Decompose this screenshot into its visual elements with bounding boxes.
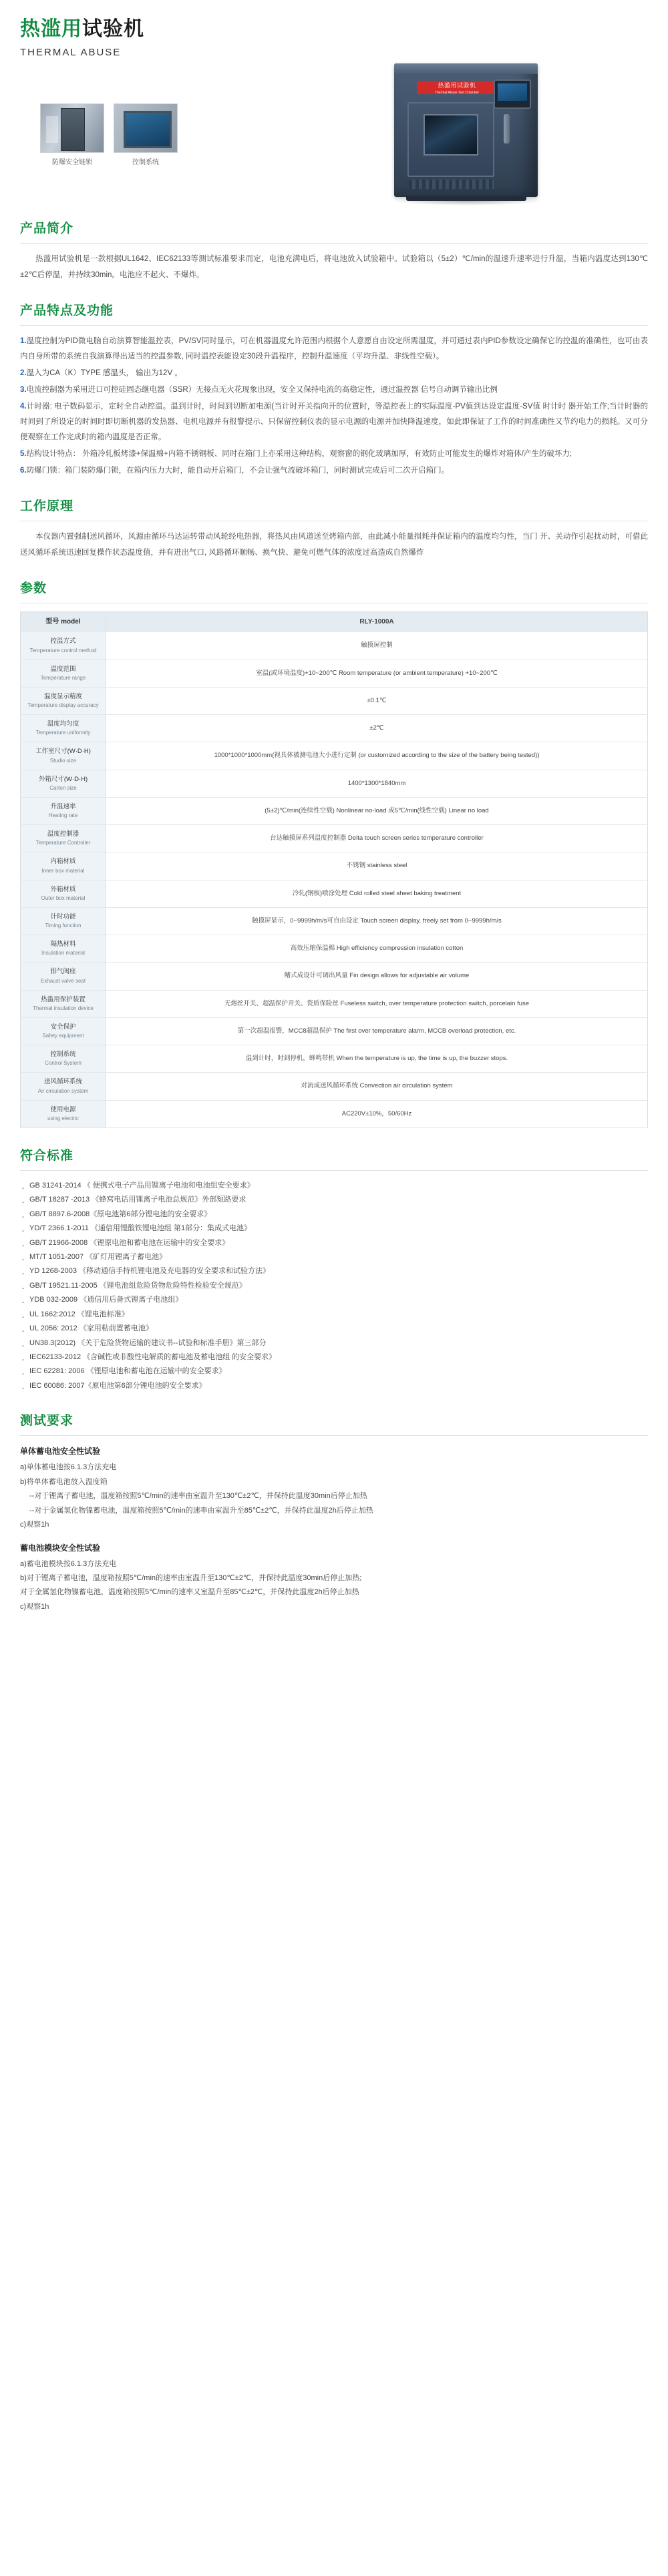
table-cell-key: [21, 1073, 106, 1100]
list-item: · GB/T 18287 -2013 《蜂窝电话用锂离子电池总规范》外部短路要求: [20, 1193, 648, 1207]
feature-text: 电流控制器为采用进口可控硅固态继电器（SSR）无接点无火花现象出现，安全又保持电流的高稳定性，通过温控器 信号自动调节输出比例: [26, 386, 498, 395]
test-line: --对于金属氢化物镍蓄电池，温度箱按照5℃/min的速率由室温升至85℃±2℃，并保持此温度2h后停止加热: [29, 1506, 373, 1515]
spec-key: 外箱尺寸(W·D·H): [38, 775, 88, 783]
table-row: [21, 1017, 648, 1045]
table-cell-key: [21, 742, 106, 770]
feature-text: 结构设计特点： 外箱冷轧板烤漆+保温棉+内箱不锈钢板、同时在箱门上亦采用这种结构，观察窗的钢化玻璃加厚，有效防止可能发生的爆炸对箱体/产生的破坏力;: [26, 450, 572, 459]
control-panel-photo[interactable]: [114, 103, 178, 153]
spec-key-en: Carton size: [49, 784, 77, 791]
table-cell-value: 高效压缩保温棉 High efficiency compression insulation cotton: [106, 935, 648, 963]
chamber-base: [406, 196, 526, 201]
test-block-heading: 单体蓄电池安全性试验: [20, 1447, 101, 1457]
spec-key-en: Thermal insulation device: [33, 1005, 94, 1011]
spec-key-en: Control System: [45, 1060, 81, 1067]
product-photo: [387, 63, 548, 207]
standards-list: [20, 1179, 648, 1394]
feature-text: 温入为CA（K）TYPE 感温头， 输出为12V 。: [26, 369, 182, 378]
test-line: --对于锂离子蓄电池，温度箱按照5℃/min的速率由室温升至130℃±2℃，并保持此温度30min后停止加热: [29, 1492, 367, 1501]
page-title-dark: 试验机: [82, 18, 144, 40]
table-row: [21, 770, 648, 797]
table-cell-key: [21, 770, 106, 797]
table-row: [21, 687, 648, 714]
table-cell-value: 不锈钢 stainless steel: [106, 852, 648, 880]
intro-paragraph: 热滥用试验机是一款根据UL1642、IEC62133等测试标准要求而定，电池充满电后，将电池放入试验箱中。试验箱以（5±2）℃/min的温速升速率进行升温，当箱内温度达到130℃±2℃后停温，并持续30min。电池应不起火、不爆炸。: [20, 255, 648, 279]
page-title-accent: 热滥用: [20, 18, 82, 40]
table-cell-value: ±0.1℃: [106, 687, 648, 714]
specification-table: [20, 611, 648, 1128]
spec-key-en: Air circulation system: [37, 1087, 89, 1094]
feature-number: 1.: [20, 337, 27, 346]
list-item: · GB/T 19521.11-2005 《锂电池组危险货物危险特性检验安全规范》: [20, 1279, 648, 1293]
feature-text: 温度控制为PID微电脑自动演算智能温控表，PV/SV同时显示，可在机器温度允许范围内根据个人意愿自由设定所需温度，并可通过表内PID参数设定确保它的控温的准确性，也可由表内自身所带的系统自我演算得出适当的控温参数, 同时温控表能设定30段升温程序，控制升温速度（平均升温、非线性空载）。: [20, 337, 648, 361]
table-cell-value: 温到计时，时到停机，蜂鸣带机 When the temperature is up, the time is up, the buzzer stops.: [106, 1045, 648, 1073]
spec-key: 使用电源: [50, 1105, 76, 1113]
list-item: [20, 366, 648, 381]
spec-key-en: Heating rate: [48, 812, 78, 818]
table-cell-value: ±2℃: [106, 715, 648, 742]
table-row: [21, 1045, 648, 1073]
divider: [20, 243, 648, 244]
spec-key-en: Safety equipment: [42, 1033, 84, 1039]
feature-number: 3.: [20, 386, 27, 395]
list-item: · IEC62133-2012 《含碱性或非酸性电解质的蓄电池及蓄电池组 的安全要求》: [20, 1350, 648, 1364]
table-cell-value: 1400*1300*1840mm: [106, 770, 648, 797]
spec-key: 控制系统: [50, 1051, 76, 1058]
feature-text: 计时器: 电子数码显示，定时全自动控温。温到计时，时间到切断加电源(当计时开关指向开的位置时，等温控表上的实际温度-PV值到达设定温度-SV值 时计时 器开始工作;当计时器的时间到了所设定的时间时即切断机器的发热器、电机电源并有报警提示、只保留控制仪表的显示电源的电源并加快降温速度，如此即保证了工作的时间准确性又节约电力的损耗。又可分便观察在工作完成时的箱内温度是否正常。: [20, 403, 648, 442]
table-row: [21, 742, 648, 770]
table-cell-key: [21, 1100, 106, 1127]
section-title: 符合标准: [20, 1148, 74, 1163]
spec-key: 计时功能: [50, 913, 76, 921]
table-cell-key: [21, 632, 106, 660]
section-principle: [0, 496, 668, 561]
table-cell-key: [21, 687, 106, 714]
feature-number: 6.: [20, 467, 27, 475]
table-row: [21, 612, 648, 632]
test-line: a)单体蓄电池按6.1.3方法充电: [20, 1463, 117, 1472]
list-item: · YD 1268-2003 《移动通信手持机锂电池及充电器的安全要求和试验方法》: [20, 1264, 648, 1278]
table-row: [21, 935, 648, 963]
section-title: 产品简介: [20, 222, 74, 236]
spec-key-en: Temperature Controller: [35, 840, 91, 846]
section-test-requirements: [0, 1410, 668, 1614]
chamber-body: [394, 63, 538, 197]
vent-grill: [409, 180, 494, 189]
list-item: · GB/T 8897.6-2008《原电池第6部分锂电池的安全要求》: [20, 1208, 648, 1222]
table-cell-key: [21, 990, 106, 1017]
hero-section: [0, 0, 668, 201]
table-row: [21, 1073, 648, 1100]
table-cell-value: 冷轧(钢板)喷涂处理 Cold rolled steel sheet baking treatment: [106, 880, 648, 907]
spec-key: 送风循环系统: [43, 1078, 82, 1086]
section-parameters: [0, 578, 668, 1128]
list-item[interactable]: [114, 103, 178, 166]
spec-key-en: Exhaust valve seat: [40, 977, 86, 984]
table-row: [21, 907, 648, 935]
panel-screen: [498, 83, 527, 101]
list-item: · YDB 032-2009 《通信用后备式锂离子电池组》: [20, 1293, 648, 1307]
table-row: [21, 632, 648, 660]
divider: [20, 325, 648, 326]
test-line: b)将单体蓄电池放入温度箱: [20, 1477, 108, 1486]
section-features: [0, 300, 668, 479]
list-item: · GB 31241-2014 《 便携式电子产品用锂离子电池和电池组安全要求》: [20, 1179, 648, 1193]
thumbnail-list: [40, 103, 178, 166]
test-line: a)蓄电池模块按6.1.3方法充电: [20, 1559, 117, 1568]
list-item: [20, 447, 648, 462]
table-row: [21, 1100, 648, 1127]
table-cell-value: AC220V±10%，50/60Hz: [106, 1100, 648, 1127]
spec-key: 工作室尺寸(W·D·H): [35, 748, 91, 756]
spec-key: 热滥用保护装置: [41, 995, 86, 1003]
chamber-badge-en: Thermal Abuse Test Chamber: [434, 91, 480, 95]
hero-media: [20, 67, 648, 201]
table-cell-key: [21, 963, 106, 990]
list-item: · UL 2056: 2012 《家用粘前置蓄电池》: [20, 1322, 648, 1336]
observation-window: [424, 114, 478, 156]
test-line: 对于金属氢化物镍蓄电池，温度箱按照5℃/min的速率又室温升至85℃±2℃，并保持此温度2h后停止加热: [20, 1588, 359, 1597]
thumbnail-caption: 防爆安全链锁: [52, 159, 92, 166]
list-item: [20, 463, 648, 479]
feature-number: 2.: [20, 369, 27, 378]
table-cell-key: [21, 797, 106, 824]
spec-key: 温度范围: [50, 665, 76, 673]
table-cell-key: [21, 1045, 106, 1073]
spec-key: 温度均匀度: [47, 720, 79, 728]
chamber-badge-cn: 热滥用试验机: [438, 82, 476, 89]
list-item: [20, 399, 648, 445]
page-subtitle: THERMAL ABUSE: [20, 47, 122, 58]
thumbnail-caption: 控制系统: [132, 159, 159, 166]
section-title: 工作原理: [20, 499, 74, 514]
page-title: [20, 17, 648, 41]
table-cell-value: 对流成送风循环系统 Convection air circulation system: [106, 1073, 648, 1100]
door-lock-photo[interactable]: [40, 103, 104, 153]
spec-key-en: Inner box material: [41, 867, 85, 874]
spec-key: 控温方式: [50, 637, 76, 646]
door-handle-icon: [504, 114, 510, 144]
spec-key-en: Temperature control method: [29, 647, 97, 654]
table-cell-key: [21, 825, 106, 852]
chamber-door: [407, 102, 494, 177]
table-cell-key: [21, 880, 106, 907]
list-item: · GB/T 21966-2008 《锂原电池和蓄电池在运输中的安全要求》: [20, 1236, 648, 1250]
table-cell-value: 1000*1000*1000mm(视具体被测电池大小进行定制 (or customized according to the size of the battery being tested)): [106, 742, 648, 770]
table-cell-key: [21, 660, 106, 687]
table-row: [21, 990, 648, 1017]
table-cell-key: [21, 1017, 106, 1045]
spec-key-en: Temperature range: [40, 674, 86, 681]
control-panel-icon: [494, 79, 531, 109]
list-item: · IEC 62281: 2006 《锂原电池和蓄电池在运输中的安全要求》: [20, 1364, 648, 1378]
table-row: [21, 963, 648, 990]
spec-key-en: Studio size: [49, 757, 77, 764]
feature-number: 5.: [20, 450, 27, 459]
list-item[interactable]: [40, 103, 104, 166]
table-cell-value: 触摸屏控制: [106, 632, 648, 660]
test-block: [20, 1542, 648, 1615]
test-line: c)观察1h: [20, 1521, 49, 1529]
table-cell-value: 第一次超温报警，MCC8超温保护 The first over temperature alarm, MCCB overload protection, etc.: [106, 1017, 648, 1045]
table-cell-key: [21, 852, 106, 880]
spec-key-en: Outer box material: [41, 894, 86, 901]
table-row: [21, 660, 648, 687]
table-cell-value: 台达触摸屏系列温度控制器 Delta touch screen series temperature controller: [106, 825, 648, 852]
table-row: [21, 825, 648, 852]
spec-key: 外箱材质: [50, 885, 76, 893]
spec-key: 内箱材质: [50, 858, 76, 866]
chamber-top: [394, 63, 538, 74]
list-item: · UN38.3(2012) 《关于危险货物运输的建议书--试验和标准手册》第三部分: [20, 1336, 648, 1350]
test-line: c)观察1h: [20, 1602, 49, 1611]
table-row: [21, 797, 648, 824]
list-item: · UL 1662:2012 《锂电池标准》: [20, 1308, 648, 1322]
divider: [20, 1170, 648, 1171]
list-item: · YD/T 2366.1-2011 《通信用锂酸铁锂电池组 第1部分：集成式电池》: [20, 1222, 648, 1236]
spec-key: 安全保护: [50, 1023, 76, 1031]
list-item: · IEC 60086: 2007《原电池第6部分锂电池的安全要求》: [20, 1379, 648, 1393]
table-cell-value: (5±2)℃/min(连续性空载) Nonlinear no-load 或5℃/min(线性空载) Linear no load: [106, 797, 648, 824]
divider: [20, 1435, 648, 1436]
section-title: 测试要求: [20, 1414, 74, 1429]
table-cell-key: [21, 935, 106, 963]
table-header-value: RLY-1000A: [106, 612, 648, 632]
table-cell-key: [21, 907, 106, 935]
section-title: 产品特点及功能: [20, 304, 114, 318]
spec-key-en: Temperature uniformity: [35, 730, 91, 736]
table-cell-value: 鳍式成设计可调出风量 Fin design allows for adjustable air volume: [106, 963, 648, 990]
spec-key: 温度显示精度: [43, 692, 82, 700]
feature-list: [20, 334, 648, 479]
feature-text: 防爆门锁：箱门装防爆门锁，在箱内压力大时，能自动开启箱门，不会让强气流破坏箱门，同时测试完成后可二次开启箱门。: [26, 467, 450, 475]
table-row: [21, 880, 648, 907]
list-item: · MT/T 1051-2007 《矿灯用锂离子蓄电池》: [20, 1250, 648, 1264]
table-cell-value: 无熔丝开关、超温保护开关、瓷质保险丝 Fuseless switch, over temperature protection switch, porcelain fuse: [106, 990, 648, 1017]
feature-number: 4.: [20, 403, 27, 411]
section-intro: [0, 218, 668, 283]
table-header-key: 型号 model: [21, 612, 106, 632]
principle-paragraph: 本仪器内置强制送风循环，风源由循环马达运转带动风轮经电热器，将热风由风道送至烤箱内部，由此减小能量损耗并保证箱内的温度均匀性，当门 开、关动作引起扰动时，可借此送风循环系统迅速回复操作状态温度值，并有进出气口, 风路循环顺畅、换气快、避免可燃气体的浓度过高造成自然爆炸: [20, 533, 648, 557]
spec-key: 温度控制器: [47, 830, 79, 838]
chamber-badge: [417, 81, 497, 94]
spec-key: 排气阀座: [50, 968, 76, 976]
test-block: [20, 1445, 648, 1532]
test-block-heading: 蓄电池模块安全性试验: [20, 1543, 101, 1553]
spec-key-en: Insulation material: [41, 950, 85, 957]
spec-key-en: Temperature display accuracy: [27, 702, 99, 708]
spec-key-en: using electric: [47, 1115, 79, 1121]
list-item: [20, 334, 648, 364]
table-cell-key: [21, 715, 106, 742]
table-cell-value: 触摸屏显示，0~9999h/m/s可自由设定 Touch screen display, freely set from 0~9999h/m/s: [106, 907, 648, 935]
list-item: [20, 382, 648, 398]
table-row: [21, 852, 648, 880]
table-cell-value: 室温(或环境温度)+10~200℃ Room temperature (or ambient temperature) +10~200℃: [106, 660, 648, 687]
table-row: [21, 715, 648, 742]
test-line: b)对于锂离子蓄电池，温度箱按照5℃/min的速率由室温升至130℃±2℃，并保持此温度30min后停止加热;: [20, 1573, 362, 1582]
spec-key: 升温速率: [50, 802, 76, 810]
spec-key: 隔热材料: [50, 941, 76, 948]
spec-key-en: Timing function: [45, 923, 81, 929]
section-title: 参数: [20, 581, 47, 596]
section-standards: [0, 1145, 668, 1394]
